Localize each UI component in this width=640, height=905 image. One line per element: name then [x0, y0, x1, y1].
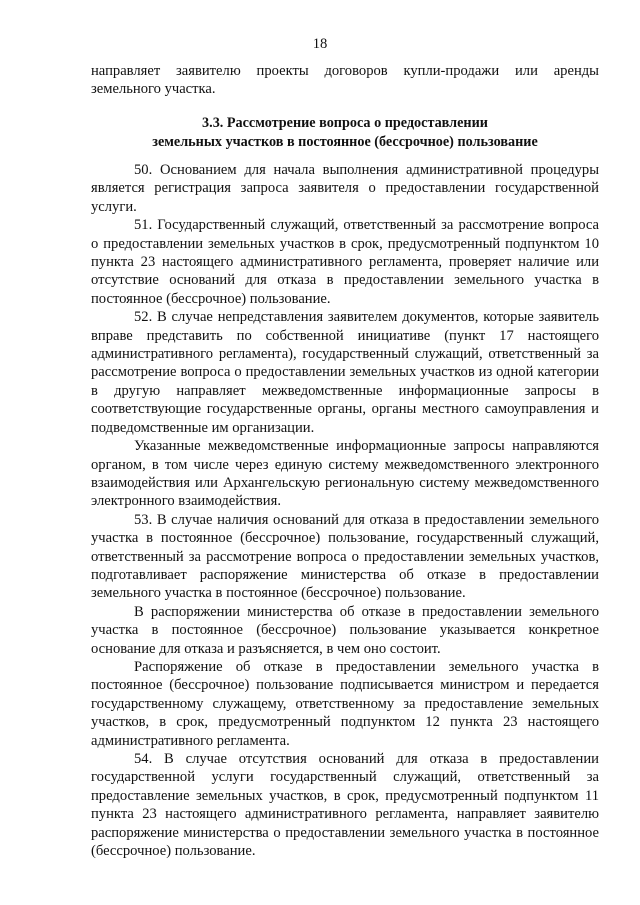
paragraph-52: 52. В случае непредставления заявителем документов, которые заявитель вправе представить по собственной инициативе (пункт 17 настоящего административного регламента), государственный служащий, ответственный за рассмотрение вопроса о предоставлении земельных участков из одной категории в другую направляет межведомственные информационные запросы в соответствующие государственные органы, органы местного самоуправления и подведомственные им организации. [91, 309, 599, 436]
section-heading [91, 114, 599, 151]
paragraph-53-continued: В распоряжении министерства об отказе в предоставлении земельного участка в постоянное (бессрочное) пользование указывается конкретное основание для отказа и разъясняется, в чем оно состоит. [91, 603, 599, 657]
paragraph-54: 54. В случае отсутствия оснований для отказа в предоставлении государственной услуги государственный служащий, ответственный за предоставление земельных участков, в срок, предусмотренный подпунктом 11 пункта 23 настоящего административного регламента, направляет заявителю распоряжение министерства о предоставлении земельного участка в постоянное (бессрочное) пользование. [91, 751, 599, 860]
paragraph-53-signing: Распоряжение об отказе в предоставлении земельного участка в постоянное (бессрочное) пользование подписывается министром и передается государственному служащему, ответственному за предоставление земельных участков, в срок, предусмотренный подпунктом 12 пункта 23 настоящего административного регламента. [91, 658, 599, 749]
continuation-paragraph: направляет заявителю проекты договоров купли-продажи или аренды земельного участка. [91, 63, 599, 98]
section-heading-line-2: земельных участков в постоянное (бессрочное) пользование [152, 133, 538, 150]
paragraph-51: 51. Государственный служащий, ответственный за рассмотрение вопроса о предоставлении земельных участков в срок, предусмотренный подпунктом 10 пункта 23 настоящего административного регламента, проверяет наличие или отсутствие оснований для отказа в предоставлении земельного участка в постоянное (бессрочное) пользование. [91, 217, 599, 307]
paragraph-53: 53. В случае наличия оснований для отказа в предоставлении земельного участка в постоянное (бессрочное) пользование, государственный служащий, ответственный за рассмотрение вопроса о предоставлении земельных участков, подготавливает распоряжение министерства об отказе в предоставлении земельного участка в постоянное (бессрочное) пользование. [91, 511, 599, 602]
paragraph-50: 50. Основанием для начала выполнения административной процедуры является регистрация запроса заявителя о предоставлении государственной услуги. [91, 162, 599, 215]
paragraph-52-continued: Указанные межведомственные информационные запросы направляются органом, в том числе через единую систему межведомственного электронного взаимодействия или Архангельскую региональную систему межведомственного электронного взаимодействия. [91, 438, 599, 510]
section-body [91, 161, 599, 860]
section-heading-line-1: 3.3. Рассмотрение вопроса о предоставлении [202, 115, 488, 131]
page-number: 18 [312, 36, 328, 52]
